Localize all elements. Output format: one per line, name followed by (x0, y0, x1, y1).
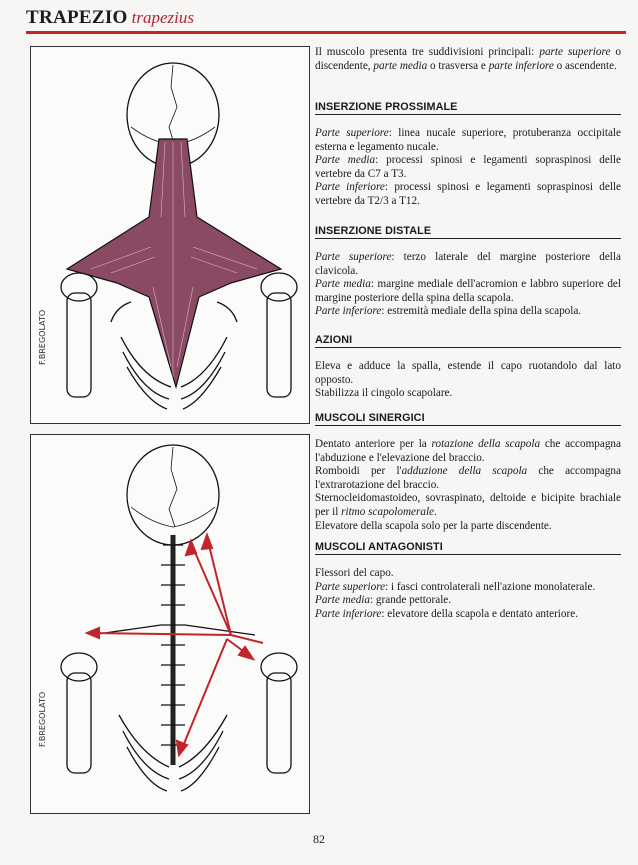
list-item: Parte superiore: linea nucale superiore, protuberanza occipitale esterna e legamento nucale. (315, 127, 621, 153)
list-item: Parte inferiore: elevatore della scapola e dentato anteriore. (315, 607, 579, 620)
list-item: Parte superiore: i fasci controlaterali nell'azione monolaterale. (315, 580, 596, 593)
figure-trapezius-muscle (30, 46, 310, 424)
list-item: Parte inferiore: estremità mediale della spina della scapola. (315, 305, 582, 318)
svg-text:F.BREGOLATO: F.BREGOLATO (38, 691, 47, 747)
list-item: Parte inferiore: processi spinosi e legamenti sopraspinosi delle vertebre da T2/3 a T12. (315, 181, 621, 207)
section-heading: MUSCOLI ANTAGONISTI (315, 541, 621, 555)
trapezius-muscle-shape (67, 139, 281, 387)
section-muscoli-sinergici (315, 412, 621, 533)
section-azioni (315, 334, 621, 401)
list-item: Parte media: margine mediale dell'acromion e labbro superiore del margine posteriore della spina della scapola. (315, 278, 621, 304)
list-item: Parte media: processi spinosi e legamenti sopraspinosi delle vertebre da C7 a T3. (315, 154, 621, 180)
page-header (26, 7, 194, 29)
section-inserzione-prossimale (315, 101, 621, 209)
intro-paragraph: Il muscolo presenta tre suddivisioni principali: parte superiore o discendente, parte media o trasversa e parte inferiore o ascendente. (315, 46, 621, 72)
list-item: Eleva e adduce la spalla, estende il capo ruotandolo dal lato opposto. (315, 360, 621, 386)
page-number: 82 (313, 832, 325, 846)
list-item: Romboidi per l'adduzione della scapola che accompagna l'extrarotazione del braccio. (315, 465, 621, 491)
list-item: Stabilizza il cingolo scapolare. (315, 387, 453, 400)
page-subtitle: trapezius (131, 8, 194, 27)
list-item: Parte media: grande pettorale. (315, 594, 452, 607)
list-item: Parte superiore: terzo laterale del margine posteriore della clavicola. (315, 251, 621, 277)
section-muscoli-antagonisti (315, 541, 621, 621)
section-heading: INSERZIONE PROSSIMALE (315, 101, 621, 115)
figure-trapezius-actions (30, 434, 310, 814)
section-inserzione-distale (315, 225, 621, 319)
trapezius-actions-illustration (31, 435, 309, 813)
list-item: Elevatore della scapola solo per la parte discendente. (315, 519, 552, 532)
section-heading: AZIONI (315, 334, 621, 348)
header-rule (26, 31, 626, 34)
svg-text:F.BREGOLATO: F.BREGOLATO (38, 309, 47, 365)
section-heading: MUSCOLI SINERGICI (315, 412, 621, 426)
trapezius-illustration (31, 47, 309, 423)
section-heading: INSERZIONE DISTALE (315, 225, 621, 239)
list-item: Sternocleidomastoideo, sovraspinato, deltoide e bicipite brachiale per il ritmo scapolomerale. (315, 492, 621, 518)
page-title: TRAPEZIO (26, 7, 128, 28)
list-item: Dentato anteriore per la rotazione della scapola che accompagna l'abduzione e l'elevazione del braccio. (315, 438, 621, 464)
list-item: Flessori del capo. (315, 567, 394, 579)
